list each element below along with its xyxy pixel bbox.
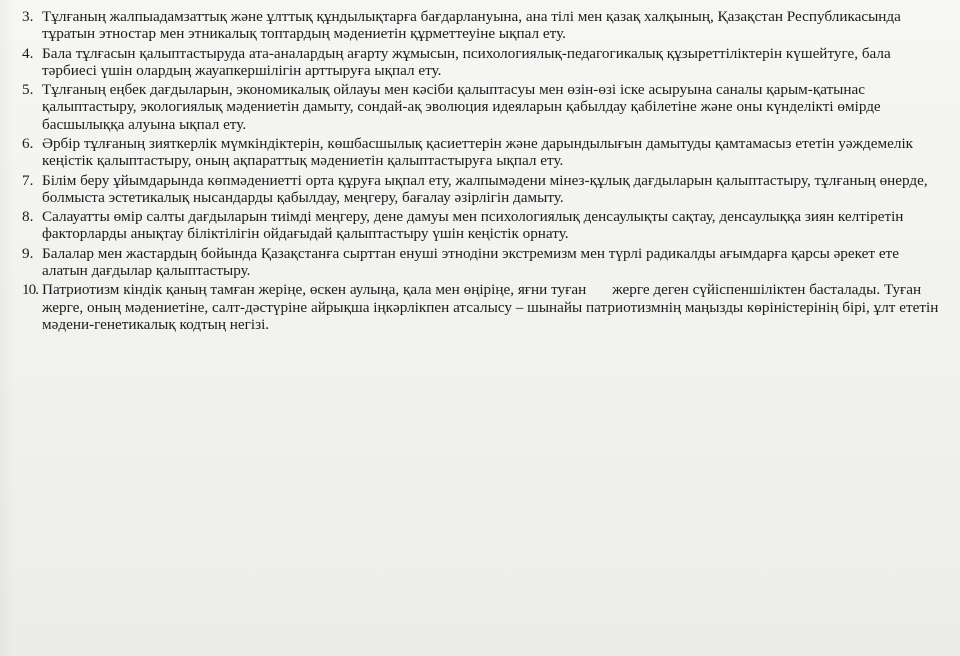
list-item-text: Тұлғаның жалпыадамзаттық және ұлттық құндылықтарға бағдарлануына, ана тілі мен қазақ халқының, Қазақстан Республикасында тұратын этностар мен этникалық топтардың мәдениетін құрметтеуіне ықпал ету. [42,8,901,43]
list-item-number: 10. [22,281,38,299]
list-item-number: 8. [22,208,34,226]
list-item-number: 4. [22,44,34,62]
list-item-text: Балалар мен жастардың бойында Қазақстанға сырттан енуші этнодіни экстремизм мен түрлі радикалды ағымдарға қарсы әрекет ете алатын дағдылар қалыптастыру. [42,244,899,279]
list-item-7 [22,172,940,206]
list-item-6 [22,135,940,169]
list-item-number: 9. [22,244,34,262]
list-item-number: 6. [22,134,34,152]
list-item-8 [22,208,940,242]
list-item-number: 5. [22,81,34,99]
numbered-list [22,8,940,335]
list-item-text: Салауатты өмір салты дағдыларын тиімді меңгеру, дене дамуы мен психологиялық денсаулықты сақтау, денсаулыққа зиян келтіретін факторларды анықтау біліктілігін ойдағыдай қалыптастыру үшін кеңістік орнату. [42,208,904,243]
list-item-text: Білім беру ұйымдарында көпмәдениетті орта құруға ықпал ету, жалпымәдени мінез-құлық дағдыларын қалыптастыру, тұлғаның өнерде, болмыста эстетикалық нысандарды қабылдау, меңгеру, бағалау әзірлігін дамыту. [42,171,928,206]
list-item-text: Тұлғаның еңбек дағдыларын, экономикалық ойлауы мен кәсіби қалыптасуы мен өзін-өзі іске асыруына саналы қарым-қатынас қалыптастыру, экологиялық мәдениетін дамыту, сондай-ақ эволюция идеяларын қабылдау қабілетіне және оны күнделікті өмірде басшылыққа алуына ықпал ету. [42,81,881,133]
list-item-text-part-1: Патриотизм кіндік қаның тамған жеріңе, өскен аулыңа, қала мен өңіріңе, яғни туған [42,281,587,299]
list-item-text: Әрбір тұлғаның зияткерлік мүмкіндіктерін, көшбасшылық қасиеттерін және дарындылығын дамытуды қамтамасыз ететін уәждемелік кеңістік қалыптастыру, оның ақпараттық мәдениетін қалыптастыруға ықпал ету. [42,134,914,170]
list-item-9 [22,245,940,279]
list-item-text-part-2: жерге деген сүйіспеншіліктен басталады. Туған жерге, оның мәдениетіне, салт-дәстүріне айрықша іңкәрлікпен атсалысу – шынайы патриотизмнің маңызды көріністерінің бірі, ұлт ететін мәдени-генетикалық кодтың негізі. [42,281,939,333]
list-item-4 [22,45,940,79]
list-item-10 [22,281,940,333]
list-item-5 [22,81,940,133]
list-item-number: 7. [22,171,34,189]
list-item-text: Бала тұлғасын қалыптастыруда ата-аналардың ағарту жұмысын, психологиялық-педагогикалық құзыреттіліктерін күшейтуге, бала тәрбиесі үшін олардың жауапкершілігін арттыруға ықпал ету. [42,44,891,79]
list-item-3 [22,8,940,42]
list-item-text [42,281,940,333]
list-item-number: 3. [22,8,34,25]
